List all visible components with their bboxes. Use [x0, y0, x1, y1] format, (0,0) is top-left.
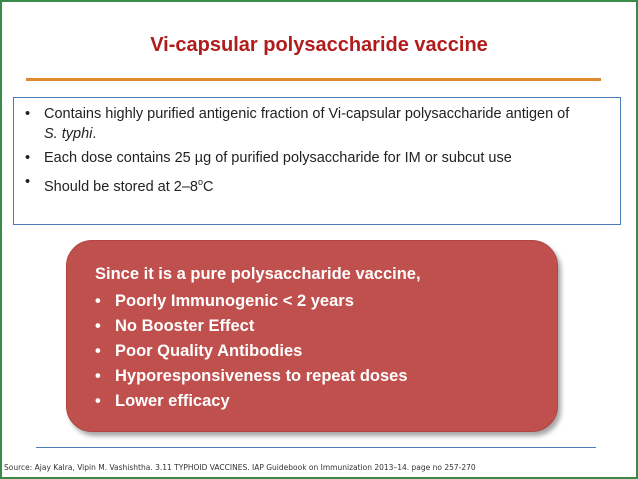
callout-heading: Since it is a pure polysaccharide vaccine,	[95, 265, 421, 283]
bullet-dot: •	[95, 342, 101, 360]
callout-item	[95, 289, 408, 314]
bullet-text: Should be stored at 2–8	[44, 178, 198, 195]
bullet-text-end: .	[92, 126, 97, 142]
callout-box	[66, 240, 558, 432]
superscript: o	[197, 177, 203, 187]
bullet-dot: •	[25, 150, 31, 166]
bullet-list	[14, 104, 584, 201]
callout-item	[95, 339, 408, 364]
callout-item-text: Lower efficacy	[115, 392, 230, 410]
bullet-item-storage	[14, 172, 584, 197]
bullet-dot: •	[95, 292, 101, 310]
callout-item-text: Poorly Immunogenic < 2 years	[115, 292, 354, 310]
content-box	[13, 97, 621, 225]
bullet-text-end: C	[203, 178, 214, 195]
callout-item-text: Poor Quality Antibodies	[115, 342, 303, 360]
bullet-dot: •	[25, 106, 31, 122]
callout-item	[95, 314, 408, 339]
callout-item-text: Hyporesponsiveness to repeat doses	[115, 367, 408, 385]
bullet-text: Each dose contains 25 µg of purified polysaccharide for IM or subcut use	[44, 150, 512, 166]
source-citation: Source: Ajay Kalra, Vipin M. Vashishtha. 3.11 TYPHOID VACCINES. IAP Guidebook on Immunization 2013–14. page no 257-270	[4, 463, 476, 472]
slide-title: Vi-capsular polysaccharide vaccine	[150, 34, 488, 56]
bullet-dot: •	[95, 367, 101, 385]
bullet-emphasis: S. typhi	[44, 126, 93, 142]
title-underline	[26, 78, 601, 81]
bullet-item-dose	[14, 148, 584, 168]
callout-item-text: No Booster Effect	[115, 317, 255, 335]
footer-divider	[36, 447, 596, 448]
bullet-item-composition	[14, 104, 584, 144]
callout-item	[95, 364, 408, 389]
bullet-dot: •	[95, 317, 101, 335]
bullet-dot: •	[95, 392, 101, 410]
bullet-text: Contains highly purified antigenic fraction of Vi-capsular polysaccharide antigen of	[44, 106, 570, 122]
callout-list	[95, 289, 408, 414]
bullet-dot: •	[25, 174, 31, 190]
callout-item	[95, 389, 408, 414]
